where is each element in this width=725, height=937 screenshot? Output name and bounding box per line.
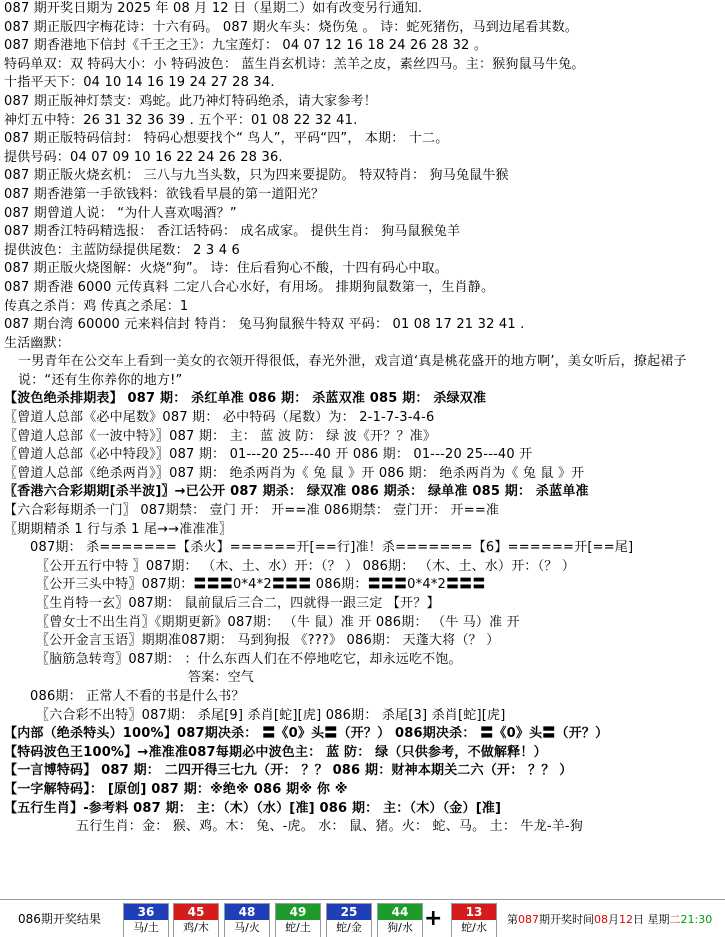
ball-zodiac: 马/火 <box>225 920 269 936</box>
text-line: 特码单双：双 特码大小：小 特码波色： 蓝生肖玄机诗：羔羊之皮，素丝四马。主：猴狗鼠马牛兔。 <box>4 56 585 72</box>
text-line: 〖香港六合彩期期[杀半波]〗→已公开 087 期杀： 绿双准 086 期杀： 绿单准 085 期： 杀蓝单准 <box>4 484 589 500</box>
result-ball <box>123 903 169 937</box>
text-line: 087 期香港 6000 元传真料 二定八合心水好，有用场。 排期狗鼠数第一，生肖静。 <box>4 279 495 295</box>
text-line: 【六合彩每期杀一门〗 087期禁： 壹门 开： 开==准 086期禁： 壹门开： 开==准 <box>4 503 500 519</box>
text-line: 【波色绝杀排期表】 087 期： 杀红单准 086 期： 杀蓝双准 085 期： 杀绿双准 <box>4 391 487 407</box>
next-draw-issue: 087 <box>518 913 539 926</box>
text-line: 传真之杀肖：鸡 传真之杀尾：1 <box>4 298 189 314</box>
text-line: 〖公开金言玉语〗期期准087期： 马到狗报 《???》 086期： 天蓬大将（？ ） <box>36 633 500 649</box>
text-line: 〖曾道人总部《必中尾数》087 期： 必中特码（尾数）为： 2-1-7-3-4-6 <box>4 410 435 426</box>
text-line: 086期： 正常人不看的书是什么书？ <box>30 688 245 704</box>
text-line: 〖生肖特一玄〗087期： 鼠前鼠后三合二，四就得一跟三定 【开？】 <box>36 596 440 611</box>
ball-zodiac: 蛇/金 <box>327 920 371 936</box>
text-line: 087 期曾道人说： “为什人喜欢喝酒？” <box>4 205 237 221</box>
text-line: 【一言博特码】 087 期： 二四开得三七九（开： ？？ 086 期：财神本期关二六（开： ？？ ） <box>4 763 573 779</box>
ball-zodiac: 马/土 <box>124 920 168 936</box>
text-line: 〖脑筋急转弯〗087期： ：什么东西人们在不停地吃它，却永远吃不饱。 <box>36 651 462 667</box>
ball-zodiac: 狗/水 <box>378 920 422 936</box>
text-line: 【一字解特码】： [原创] 087 期：※绝※ 086 期※ 你 ※ <box>4 781 348 797</box>
plus-sign: + <box>424 906 443 931</box>
text-line: 087 期开奖日期为 2025 年 08 月 12 日（星期二）如有改变另行通知. <box>4 1 423 16</box>
next-draw-info: 第087期开奖时间08月12日 星期二21:30 <box>507 913 713 926</box>
text-line: 五行生肖：金： 猴、鸡。木： 兔、-虎。 水： 鼠、猪。火： 蛇、马。 土： 牛龙-羊-狗 <box>76 819 583 835</box>
text-line: 087 期香江特码精选报： 香江话特码： 成名成家。 提供生肖： 狗马鼠猴兔羊 <box>4 224 461 240</box>
ball-number: 49 <box>276 904 320 920</box>
next-draw-month: 08 <box>594 913 608 926</box>
text-line: 〖曾道人总部《必中特段》〗087 期： 01---20 25---40 开 086 期： 01---20 25---40 开 <box>4 447 533 463</box>
ball-zodiac: 蛇/水 <box>452 920 496 936</box>
text-line: 087 期香港第一手欲钱料：欲钱看早晨的第一道阳光？ <box>4 186 325 202</box>
text-line: 087 期正版火烧图解：火烧“狗”。 诗：住后看狗心不酸，十四有码心中取。 <box>4 261 448 277</box>
text-line: 087期： 杀=======【杀火】======开[==行]准！杀=======【6】======开[==尾] <box>30 540 634 556</box>
text-line: 087 期正版特码信封： 特码心想要找个“ 鸟人”，平码“四”， 本期： 十二。 <box>4 131 449 147</box>
result-ball <box>326 903 372 937</box>
text-line: 087 期香港地下信封《千王之王》：九宝莲灯： 04 07 12 16 18 24 26 28 32 。 <box>4 38 488 54</box>
ball-number: 48 <box>225 904 269 920</box>
text-line: 〖六合彩不出特〗087期： 杀尾[9] 杀肖[蛇][虎] 086期： 杀尾[3] 杀肖[蛇][虎] <box>36 707 506 723</box>
text-line: 087 期正版火烧玄机： 三八与九当头数，只为四来要提防。 特双特肖： 狗马兔鼠牛猴 <box>4 168 509 184</box>
result-ball <box>173 903 219 937</box>
ball-number: 44 <box>378 904 422 920</box>
text-line: 提供波色：主蓝防绿提供尾数： 2 3 4 6 <box>4 242 241 258</box>
text-line: 生活幽默： <box>4 335 71 351</box>
last-draw-results-bar <box>0 899 725 937</box>
text-line: 神灯五中特：26 31 32 36 39 . 五个平：01 08 22 32 41. <box>4 112 358 128</box>
ball-number: 45 <box>174 904 218 920</box>
next-draw-day: 12 <box>619 913 633 926</box>
ball-zodiac: 鸡/木 <box>174 920 218 936</box>
text-line: 【内部（绝杀特头）100%】087期决杀： 〓《0》头〓（开？） 086期决杀： 〓《0》头〓（开？） <box>4 726 609 742</box>
text-line: 087 期台湾 60000 元来料信封 特肖： 兔马狗鼠猴牛特双 平码： 01 08 17 21 32 41 . <box>4 317 525 333</box>
text-line: 087 期正版神灯禁支：鸡蛇。此乃神灯特码绝杀，请大家参考！ <box>4 93 377 109</box>
next-draw-weekday: 二 <box>669 913 681 926</box>
special-ball <box>451 903 497 937</box>
ball-number: 36 <box>124 904 168 920</box>
text-line: 十指平天下：04 10 14 16 19 24 27 28 34. <box>4 75 275 91</box>
result-ball <box>224 903 270 937</box>
ball-number: 25 <box>327 904 371 920</box>
text-line: 〖公开五行中特 〗087期： （木、土、水）开：（？ ） 086期： （木、土、水）开：（？ ） <box>36 558 576 574</box>
result-ball <box>275 903 321 937</box>
text-line: 一男青年在公交车上看到一美女的衣领开得很低，春光外泄，戏言道‘真是桃花盛开的地方啊’，美女听后，撩起裙子说：“还有生你养你的地方!” <box>18 354 687 388</box>
text-line: 答案：空气 <box>188 670 255 686</box>
text-line: 【特码波色王100%】→准准准087每期必中波色主： 蓝 防： 绿（只供参考，不做解释！） <box>4 744 547 760</box>
text-line: 〖曾女士不出生肖〗《期期更新》087期： （牛 鼠）准 开 086期： （牛 马）准 开 <box>36 614 520 630</box>
text-line: 〖期期精杀 1 行与杀 1 尾→→准准准〗 <box>4 521 233 537</box>
last-draw-label: 086期开奖结果 <box>18 912 101 926</box>
text-line: 087 期正版四字梅花诗：十六有码。 087 期火车头：烧伤兔 。 诗：蛇死猪伤，马到边尾看其数。 <box>4 19 579 35</box>
text-line: 提供号码：04 07 09 10 16 22 24 26 28 36. <box>4 149 283 165</box>
result-ball <box>377 903 423 937</box>
ball-zodiac: 蛇/土 <box>276 920 320 936</box>
ball-number: 13 <box>452 904 496 920</box>
text-line: 〖公开三头中特〗087期：〓〓〓0*4*2〓〓〓 086期：〓〓〓0*4*2〓〓〓 <box>36 577 486 593</box>
next-draw-time: 21:30 <box>680 913 713 926</box>
text-line: 〖曾道人总部《绝杀两肖》〗087 期： 绝杀两肖为《 兔 鼠 》开 086 期： 绝杀两肖为《 兔 鼠 》开 <box>4 465 585 481</box>
text-line: 【五行生肖】-参考料 087 期： 主：（木）（水）[准] 086 期： 主：（木）（金）[准] <box>4 800 502 816</box>
text-line: 〖曾道人总部《一波中特》〗087 期： 主： 蓝 波 防： 绿 波《开？？准》 <box>4 428 437 444</box>
